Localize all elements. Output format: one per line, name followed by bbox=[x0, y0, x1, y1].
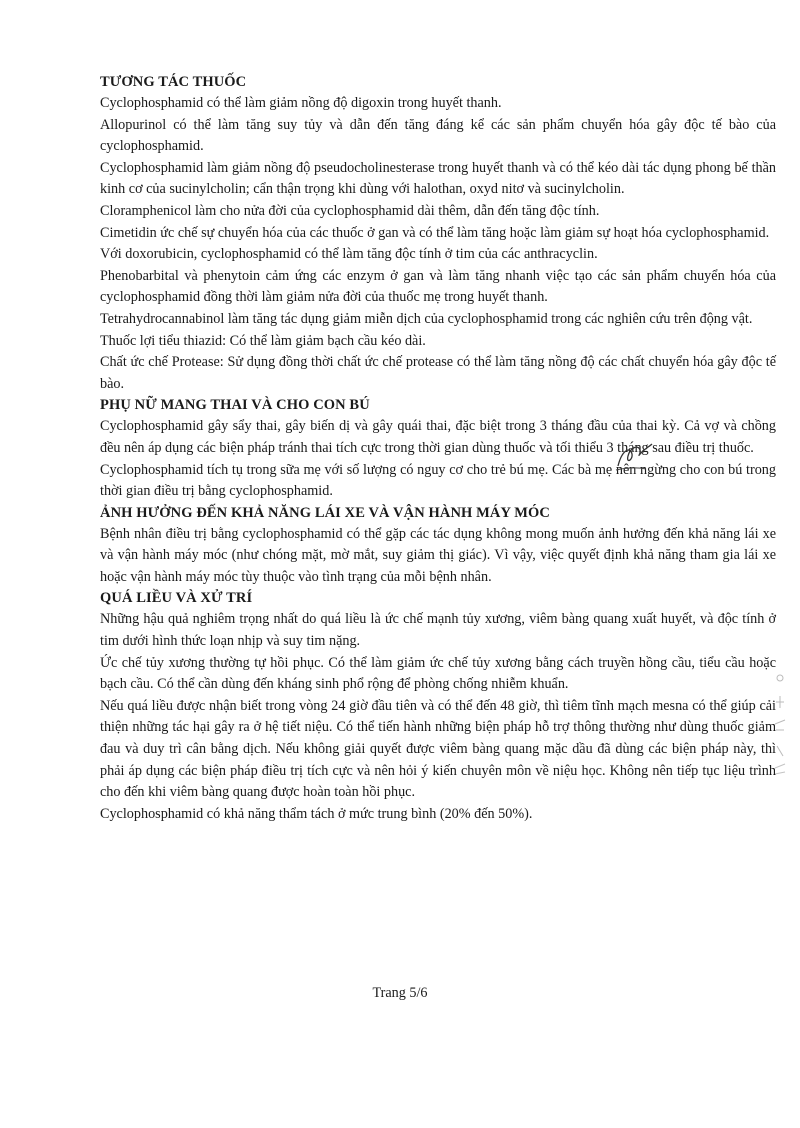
paragraph: Phenobarbital và phenytoin cảm ứng các enzym ở gan và làm tăng nhanh việc tạo các sản phẩm chuyển hóa của cyclophosphamid đồng thời làm giảm nửa đời của thuốc mẹ trong huyết thanh. bbox=[100, 267, 776, 306]
paragraph: Nếu quá liều được nhận biết trong vòng 24 giờ đầu tiên và có thể đến 48 giờ, thì tiêm tĩnh mạch mesna có thể giúp cải thiện những tác hại gây ra ở hệ tiết niệu. Có thể tiến hành những biện pháp hỗ trợ thông thường như dùng thuốc giảm đau và duy trì cân bằng dịch. Nếu không giải quyết được viêm bàng quang mặc dầu đã dùng các biện pháp này, thì phải áp dụng các biện pháp điều trị tích cực và nên hỏi ý kiến chuyên môn về niệu học. Không nên tiếp tục liệu trình cho đến khi viêm bàng quang được hoàn toàn hồi phục. bbox=[100, 697, 776, 801]
section-heading: PHỤ NỮ MANG THAI VÀ CHO CON BÚ bbox=[100, 397, 370, 414]
paragraph: Cyclophosphamid làm giảm nồng độ pseudocholinesterase trong huyết thanh và có thể kéo dài tác dụng phong bế thần kinh cơ của sucinylcholin; cẩn thận trọng khi dùng với halothan, oxyd nitơ và sucinylcholin. bbox=[100, 159, 776, 198]
paragraph: Cyclophosphamid có khả năng thẩm tách ở mức trung bình (20% đến 50%). bbox=[100, 805, 533, 822]
margin-stamp-marks bbox=[772, 672, 788, 782]
section-heading: TƯƠNG TÁC THUỐC bbox=[100, 74, 247, 90]
paragraph: Với doxorubicin, cyclophosphamid có thể làm tăng độc tính ở tim của các anthracyclin. bbox=[100, 246, 598, 263]
paragraph: Thuốc lợi tiểu thiazid: Có thể làm giảm bạch cầu kéo dài. bbox=[100, 332, 426, 349]
paragraph: Chất ức chế Protease: Sử dụng đồng thời chất ức chế protease có thể làm tăng nồng độ các chất chuyển hóa gây độc tế bào. bbox=[100, 354, 776, 392]
paragraph: Cyclophosphamid gây sẩy thai, gây biến dị và gây quái thai, đặc biệt trong 3 tháng đầu của thai kỳ. Cả vợ và chồng đều nên áp dụng các biện pháp tránh thai tích cực trong thời gian dùng thuốc và tối thiểu 3 tháng sau điều trị thuốc. bbox=[100, 418, 776, 456]
signature-mark bbox=[612, 440, 656, 474]
paragraph: Tetrahydrocannabinol làm tăng tác dụng giảm miễn dịch của cyclophosphamid trong các nghiên cứu trên động vật. bbox=[100, 310, 753, 327]
paragraph: Cloramphenicol làm cho nửa đời của cyclophosphamid dài thêm, dẫn đến tăng độc tính. bbox=[100, 202, 600, 219]
paragraph: Cyclophosphamid có thể làm giảm nồng độ digoxin trong huyết thanh. bbox=[100, 95, 502, 111]
paragraph: Cyclophosphamid tích tụ trong sữa mẹ với số lượng có nguy cơ cho trẻ bú mẹ. Các bà mẹ nên ngừng cho con bú trong thời gian điều trị bằng cyclophosphamid. bbox=[100, 461, 776, 500]
section-heading: QUÁ LIỀU VÀ XỬ TRÍ bbox=[100, 590, 253, 607]
section-heading: ẢNH HƯỞNG ĐẾN KHẢ NĂNG LÁI XE VÀ VẬN HÀNH MÁY MÓC bbox=[100, 504, 550, 521]
page-number: Trang 5/6 bbox=[372, 985, 428, 1001]
paragraph: Bệnh nhân điều trị bằng cyclophosphamid có thể gặp các tác dụng không mong muốn ảnh hưởng đến khả năng lái xe và vận hành máy móc (như chóng mặt, mờ mắt, suy giảm thị giác). Vì vậy, việc quyết định khả năng tham gia lái xe hoặc vận hành máy móc tùy thuộc vào tình trạng của mỗi bệnh nhân. bbox=[100, 525, 776, 585]
paragraph: Cimetidin ức chế sự chuyển hóa của các thuốc ở gan và có thể làm tăng hoặc làm giảm sự hoạt hóa cyclophosphamid. bbox=[100, 224, 770, 241]
paragraph: Ức chế tủy xương thường tự hồi phục. Có thể làm giảm ức chế tủy xương bằng cách truyền hồng cầu, tiểu cầu hoặc bạch cầu. Có thể cần dùng đến kháng sinh phổ rộng để phòng chống nhiễm khuẩn. bbox=[100, 654, 776, 693]
document-body bbox=[100, 72, 776, 825]
paragraph: Allopurinol có thể làm tăng suy tủy và dẫn đến tăng đáng kể các sản phẩm chuyển hóa gây độc tế bào của cyclophosphamid. bbox=[100, 116, 776, 155]
paragraph: Những hậu quả nghiêm trọng nhất do quá liều là ức chế mạnh tủy xương, viêm bàng quang xuất huyết, và độc tính ở tim dưới hình thức loạn nhịp và suy tim nặng. bbox=[100, 611, 776, 650]
